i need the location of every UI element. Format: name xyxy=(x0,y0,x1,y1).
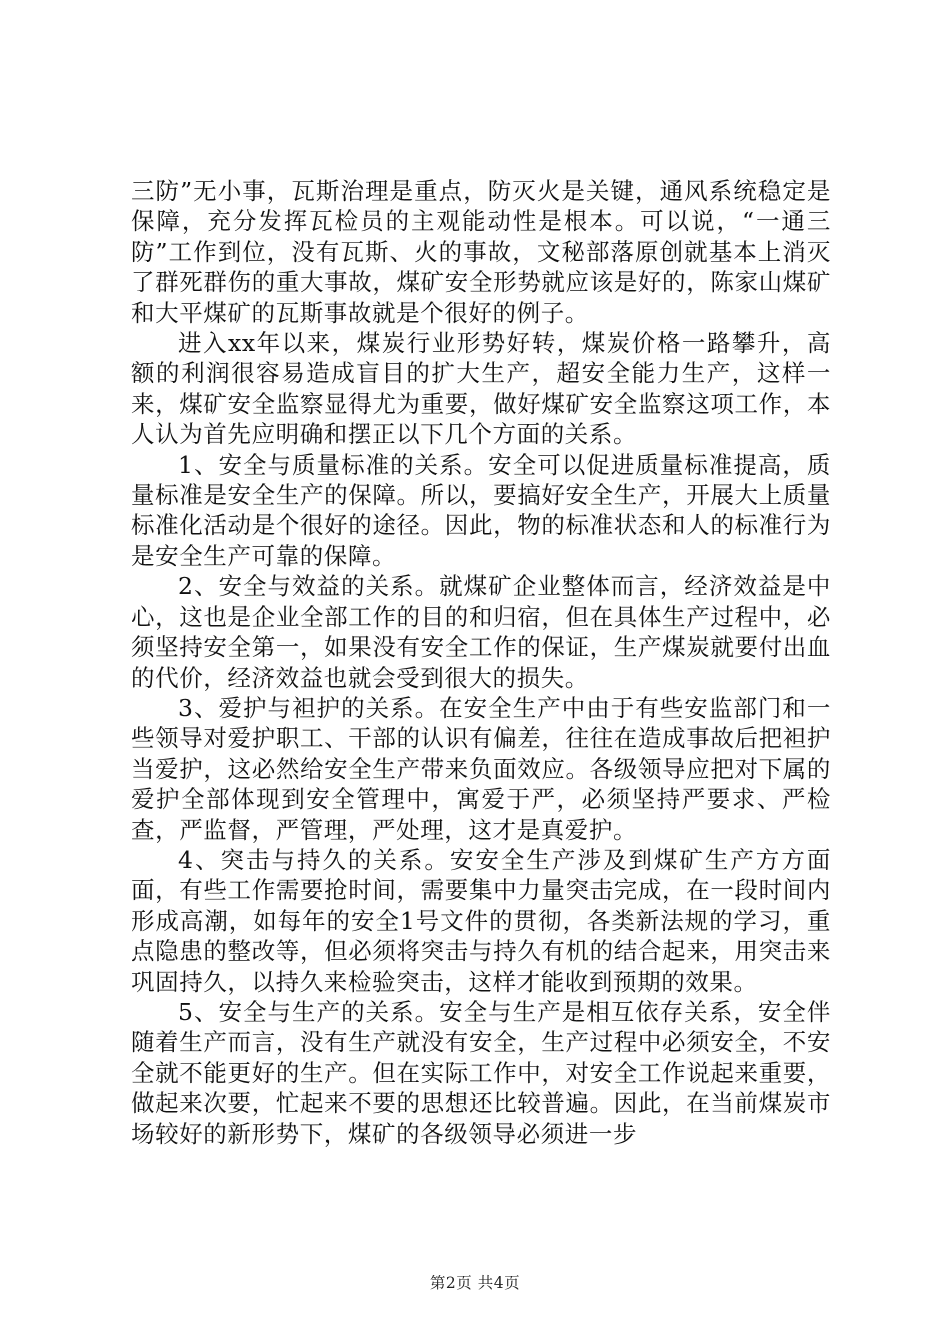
paragraph-item-4: 4、突击与持久的关系。安安全生产涉及到煤矿生产方方面面，有些工作需要抢时间，需要集中力量突击完成，在一段时间内形成高潮，如每年的安全1号文件的贯彻，各类新法规的学习，重点隐患的整改等，但必须将突击与持久有机的结合起来，用突击来巩固持久，以持久来检验突击，这样才能收到预期的效果。 xyxy=(131,845,831,996)
paragraph-intro: 进入xx年以来，煤炭行业形势好转，煤炭价格一路攀升，高额的利润很容易造成盲目的扩大生产，超安全能力生产，这样一来，煤矿安全监察显得尤为重要，做好煤矿安全监察这项工作，本人认为首先应明确和摆正以下几个方面的关系。 xyxy=(131,329,831,449)
paragraph-continuation: 三防”无小事，瓦斯治理是重点，防灭火是关键，通风系统稳定是保障，充分发挥瓦检员的主观能动性是根本。可以说，“一通三防”工作到位，没有瓦斯、火的事故，文秘部落原创就基本上消灭了群死群伤的重大事故，煤矿安全形势就应该是好的，陈家山煤矿和大平煤矿的瓦斯事故就是个很好的例子。 xyxy=(131,177,831,327)
paragraph-item-1: 1、安全与质量标准的关系。安全可以促进质量标准提高，质量标准是安全生产的保障。所以，要搞好安全生产，开展大上质量标准化活动是个很好的途径。因此，物的标准状态和人的标准行为是安全生产可靠的保障。 xyxy=(131,450,831,570)
page-number-footer: 第2页 共4页 xyxy=(429,1274,521,1292)
paragraph-item-5: 5、安全与生产的关系。安全与生产是相互依存关系，安全伴随着生产而言，没有生产就没有安全，生产过程中必须安全，不安全就不能更好的生产。但在实际工作中，对安全工作说起来重要，做起来次要，忙起来不要的思想还比较普遍。因此，在当前煤炭市场较好的新形势下，煤矿的各级领导必须进一步 xyxy=(131,997,831,1148)
document-body xyxy=(131,176,831,1149)
paragraph-item-3: 3、爱护与袒护的关系。在安全生产中由于有些安监部门和一些领导对爱护职工、干部的认识有偏差，往往在造成事故后把袒护当爱护，这必然给安全生产带来负面效应。各级领导应把对下属的爱护全部体现到安全管理中，寓爱于严，必须坚持严要求、严检查，严监督，严管理，严处理，这才是真爱护。 xyxy=(131,693,831,844)
paragraph-item-2: 2、安全与效益的关系。就煤矿企业整体而言，经济效益是中心，这也是企业全部工作的目的和归宿，但在具体生产过程中，必须坚持安全第一，如果没有安全工作的保证，生产煤炭就要付出血的代价，经济效益也就会受到很大的损失。 xyxy=(131,572,831,692)
